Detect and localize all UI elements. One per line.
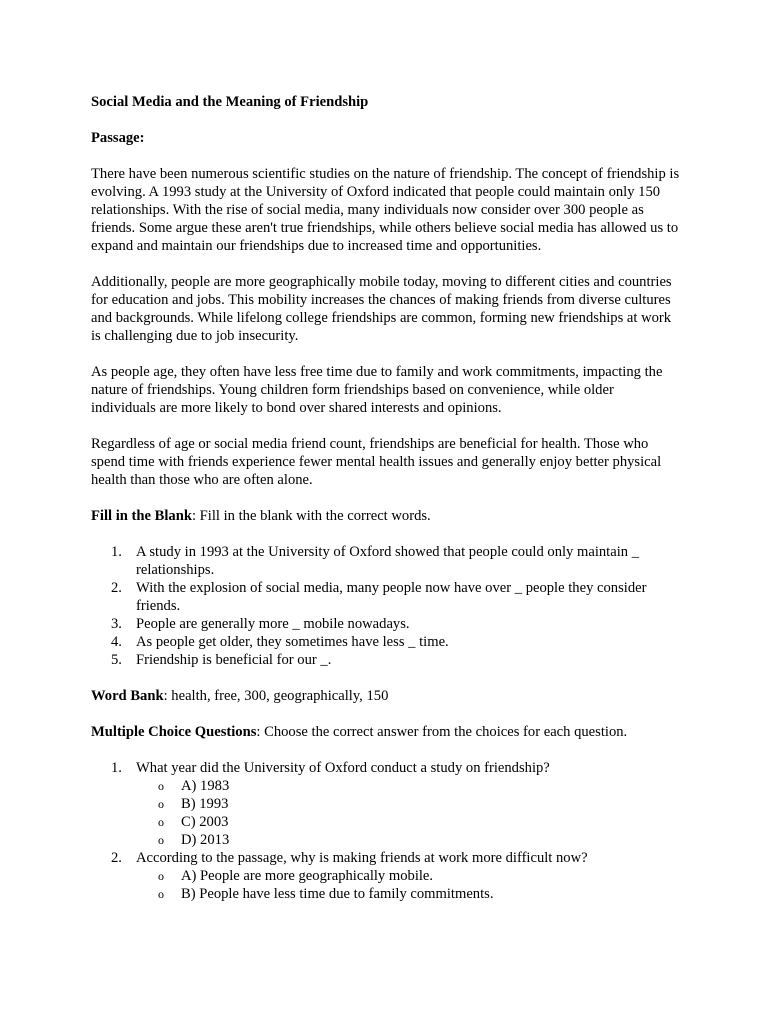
passage-paragraph-4: Regardless of age or social media friend count, friendships are beneficial for health. Those who spend time with friends experience fewer mental health issues and generally enjoy better physical health than those who are often alone. xyxy=(91,436,662,488)
question-number: 2. xyxy=(111,850,122,866)
option-text: A) People are more geographically mobile. xyxy=(181,868,434,884)
item-number: 3. xyxy=(111,616,122,632)
word-bank-text: : health, free, 300, geographically, 150 xyxy=(163,688,389,704)
question-number: 1. xyxy=(111,760,122,776)
option-text: C) 2003 xyxy=(181,814,229,830)
option-text: D) 2013 xyxy=(181,832,230,848)
question-text: According to the passage, why is making friends at work more difficult now? xyxy=(136,850,588,866)
fill-blank-instruction: : Fill in the blank with the correct words. xyxy=(191,508,431,524)
fill-blank-list xyxy=(91,543,681,669)
fill-blank-item xyxy=(91,633,681,651)
item-text: With the explosion of social media, many people now have over _ people they consider friends. xyxy=(136,580,647,614)
document-title: Social Media and the Meaning of Friendship xyxy=(91,94,369,110)
word-bank xyxy=(91,687,681,705)
circle-bullet-icon: o xyxy=(158,797,164,811)
fill-blank-item xyxy=(91,651,681,669)
option-item xyxy=(136,831,681,849)
mcq-question xyxy=(91,759,681,849)
item-number: 4. xyxy=(111,634,122,650)
circle-bullet-icon: o xyxy=(158,833,164,847)
option-text: B) 1993 xyxy=(181,796,229,812)
item-text: Friendship is beneficial for our _. xyxy=(136,652,332,668)
option-text: A) 1983 xyxy=(181,778,230,794)
item-number: 5. xyxy=(111,652,122,668)
option-item xyxy=(136,885,681,903)
question-text: What year did the University of Oxford conduct a study on friendship? xyxy=(136,760,550,776)
document-page xyxy=(91,93,681,921)
mcq-list xyxy=(91,759,681,903)
fill-blank-item xyxy=(91,579,681,615)
item-text: As people get older, they sometimes have less _ time. xyxy=(136,634,449,650)
option-item xyxy=(136,813,681,831)
item-number: 1. xyxy=(111,544,122,560)
item-text: People are generally more _ mobile nowadays. xyxy=(136,616,410,632)
option-item xyxy=(136,795,681,813)
option-list xyxy=(136,867,681,903)
passage-paragraph-3: As people age, they often have less free time due to family and work commitments, impacting the nature of friendships. Young children form friendships based on convenience, while older individuals are more likely to bond over shared interests and opinions. xyxy=(91,364,663,416)
mcq-label: Multiple Choice Questions xyxy=(91,724,257,740)
fill-blank-item xyxy=(91,543,681,579)
mcq-question xyxy=(91,849,681,903)
mcq-instruction: : Choose the correct answer from the choices for each question. xyxy=(256,724,628,740)
passage-paragraph-2: Additionally, people are more geographically mobile today, moving to different cities and countries for education and jobs. This mobility increases the chances of making friends from diverse cultures and backgrounds. While lifelong college friendships are common, forming new friendships at work is challenging due to job insecurity. xyxy=(91,274,672,344)
option-item xyxy=(136,777,681,795)
item-number: 2. xyxy=(111,580,122,596)
option-list xyxy=(136,777,681,849)
option-text: B) People have less time due to family commitments. xyxy=(181,886,494,902)
circle-bullet-icon: o xyxy=(158,815,164,829)
passage-paragraph-1: There have been numerous scientific studies on the nature of friendship. The concept of friendship is evolving. A 1993 study at the University of Oxford indicated that people could maintain only 150 relationships. With the rise of social media, many individuals now consider over 300 people as friends. Some argue these aren't true friendships, while others believe social media has allowed us to expand and maintain our friendships due to increased time and opportunities. xyxy=(91,166,680,254)
circle-bullet-icon: o xyxy=(158,779,164,793)
mcq-header xyxy=(91,723,681,741)
item-text: A study in 1993 at the University of Oxford showed that people could only maintain _ relationships. xyxy=(136,544,639,578)
option-item xyxy=(136,867,681,885)
fill-blank-item xyxy=(91,615,681,633)
fill-blank-label: Fill in the Blank xyxy=(91,508,192,524)
circle-bullet-icon: o xyxy=(158,869,164,883)
passage-heading: Passage: xyxy=(91,130,145,146)
fill-blank-header xyxy=(91,507,681,525)
circle-bullet-icon: o xyxy=(158,887,164,901)
word-bank-label: Word Bank xyxy=(91,688,164,704)
